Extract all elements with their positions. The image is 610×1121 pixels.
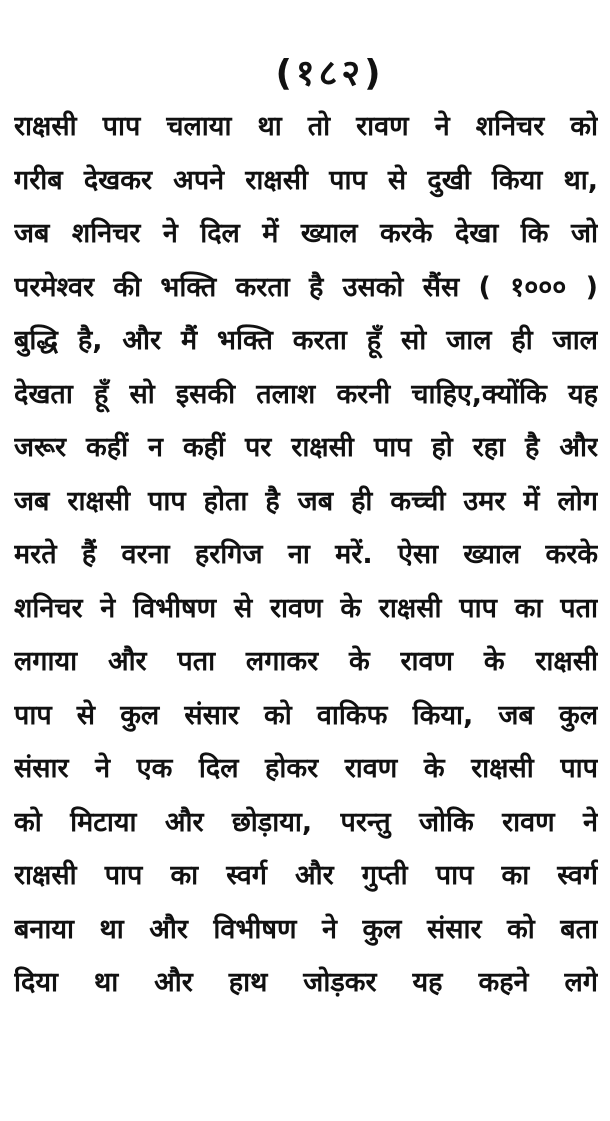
text-line: बुद्धि है, और मैं भक्ति करता हूँ सो जाल ही जाल (14, 325, 598, 356)
text-line: मरते हैं वरना हरगिज ना मरें. ऐसा ख्याल करके (14, 539, 598, 570)
text-line: दिया था और हाथ जोड़कर यह कहने लगे (14, 967, 598, 998)
page-number: (१८२) (275, 53, 385, 94)
text-line: परमेश्वर की भक्ति करता है उसको सैंस ( १००० ) (14, 272, 598, 303)
text-line: को मिटाया और छोड़ाया, परन्तु जोकि रावण ने (14, 807, 598, 838)
text-line: देखता हूँ सो इसकी तलाश करनी चाहिए,क्योंकि यह (14, 379, 598, 410)
text-line: संसार ने एक दिल होकर रावण के राक्षसी पाप (14, 753, 598, 784)
text-line: जब शनिचर ने दिल में ख्याल करके देखा कि जो (14, 218, 598, 249)
text-line: राक्षसी पाप चलाया था तो रावण ने शनिचर को (14, 111, 598, 142)
text-line: पाप से कुल संसार को वाकिफ किया, जब कुल (14, 700, 598, 731)
text-line: जरूर कहीं न कहीं पर राक्षसी पाप हो रहा है और (14, 432, 598, 463)
text-line: राक्षसी पाप का स्वर्ग और गुप्ती पाप का स्वर्ग (14, 860, 598, 891)
text-line: गरीब देखकर अपने राक्षसी पाप से दुखी किया था, (14, 165, 598, 196)
text-line: जब राक्षसी पाप होता है जब ही कच्ची उमर में लोग (14, 486, 598, 517)
text-line: बनाया था और विभीषण ने कुल संसार को बता (14, 914, 598, 945)
text-line: लगाया और पता लगाकर के रावण के राक्षसी (14, 646, 598, 677)
text-line: शनिचर ने विभीषण से रावण के राक्षसी पाप का पता (14, 593, 598, 624)
